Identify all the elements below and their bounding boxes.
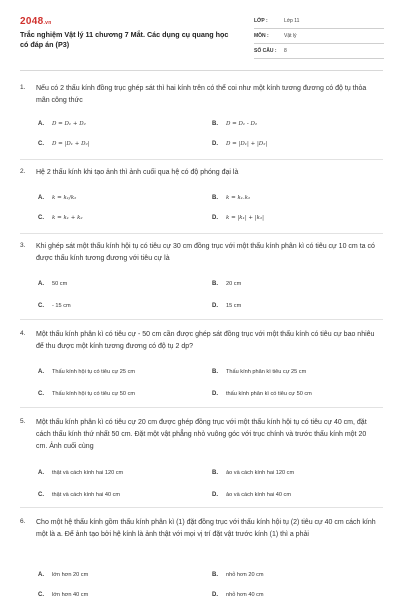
question-separator [20,319,383,320]
question-number: 2. [20,168,26,175]
meta-row-count [254,44,384,59]
site-logo[interactable]: 2048.vn [20,16,52,27]
option-d[interactable]: D. ảo và cách kính hai 40 cm [212,492,291,498]
meta-label: SỐ CÂU : [254,48,277,54]
option-d[interactable]: D. k = |k₁| + |k₂| [212,215,265,221]
question-number: 5. [20,418,26,425]
question-separator [20,507,383,508]
question-number: 6. [20,518,26,525]
option-a[interactable]: A. lớn hơn 20 cm [38,572,89,578]
option-a[interactable]: A. k = k₁/k₂ [38,195,77,201]
option-a[interactable]: A. 50 cm [38,281,68,287]
question-text: Một thấu kính phân kì có tiêu cự - 50 cm cần được ghép sát đồng trục với một thấu kính có tiêu cự bao nhiêu để thu được một kính tương đương có độ tụ 2 dp? [36,331,375,350]
meta-label: LỚP : [254,18,268,24]
option-d[interactable]: D. thấu kính phân kì có tiêu cự 50 cm [212,391,312,397]
option-c[interactable]: C. thật và cách kính hai 40 cm [38,492,121,498]
option-b[interactable]: B. Thấu kính phân kì tiêu cự 25 cm [212,369,307,375]
header-divider [20,70,383,71]
option-a[interactable]: A. Thấu kính hội tụ có tiêu cự 25 cm [38,369,136,375]
option-c[interactable]: C. k = k₁ + k₂ [38,215,83,221]
question-separator [20,233,383,234]
option-b[interactable]: B. 20 cm [212,281,242,287]
meta-row-class [254,14,384,29]
question-separator [20,159,383,160]
option-c[interactable]: C. lớn hơn 40 cm [38,592,89,598]
meta-row-subject [254,29,384,44]
option-d[interactable]: D. nhỏ hơn 40 cm [212,592,264,598]
option-c[interactable]: C. D = |D₁ + D₂| [38,141,90,147]
option-d[interactable]: D. D = |D₁| + |D₂| [212,141,268,147]
option-a[interactable]: A. thật và cách kính hai 120 cm [38,470,124,476]
meta-table [254,14,384,59]
option-a[interactable]: A. D = D₁ + D₂ [38,121,86,127]
question-number: 1. [20,84,26,91]
option-b[interactable]: B. nhỏ hơn 20 cm [212,572,264,578]
question-text: Khi ghép sát một thấu kính hội tụ có tiêu cự 30 cm đồng trục với một thấu kính phân kì có tiêu cự 10 cm ta có được thấu kính tương đương với tiêu cự là [36,243,375,262]
option-b[interactable]: B. D = D₁ - D₂ [212,121,258,127]
option-b[interactable]: B. ảo và cách kính hai 120 cm [212,470,295,476]
question-text: Một thấu kính phân kì có tiêu cự 20 cm được ghép đồng trục với một thấu kính hội tụ có tiêu cự 40 cm, đặt cách thấu kính thứ nhất 50 cm. Đặt một vật phẳng nhỏ vuông góc với trục chính và trước thấu kính một 20 cm. Ảnh cuối cùng [36,419,367,450]
meta-value: Vật lý [284,33,297,39]
option-c[interactable]: C. Thấu kính hội tụ có tiêu cự 50 cm [38,391,136,397]
meta-label: MÔN : [254,33,269,39]
question-number: 4. [20,330,26,337]
question-text: Hệ 2 thấu kính khi tạo ảnh thì ảnh cuối qua hệ có độ phóng đại là [36,169,239,176]
option-d[interactable]: D. 15 cm [212,303,242,309]
question-text: Nếu có 2 thấu kính đồng trục ghép sát thì hai kính trên có thể coi như một kính tương đương có độ tụ thỏa mãn công thức [36,85,367,104]
question-separator [20,407,383,408]
question-text: Cho một hệ thấu kính gồm thấu kính phân kì (1) đặt đồng trục với thấu kính hội tụ (2) tiêu cự 40 cm cách kính một là a. Để ảnh tạo bởi hệ kính là ảnh thật với mọi vị trí đặt vật trước kính (1) thì a phải [36,519,376,538]
option-c[interactable]: C. - 15 cm [38,303,71,309]
document-header [0,0,400,72]
meta-value: Lớp 11 [284,18,300,24]
question-number: 3. [20,242,26,249]
option-b[interactable]: B. k = k₁.k₂ [212,195,251,201]
document-title: Trắc nghiệm Vật lý 11 chương 7 Mắt. Các dụng cụ quang học có đáp án (P3) [20,30,229,49]
meta-value: 8 [284,48,287,54]
